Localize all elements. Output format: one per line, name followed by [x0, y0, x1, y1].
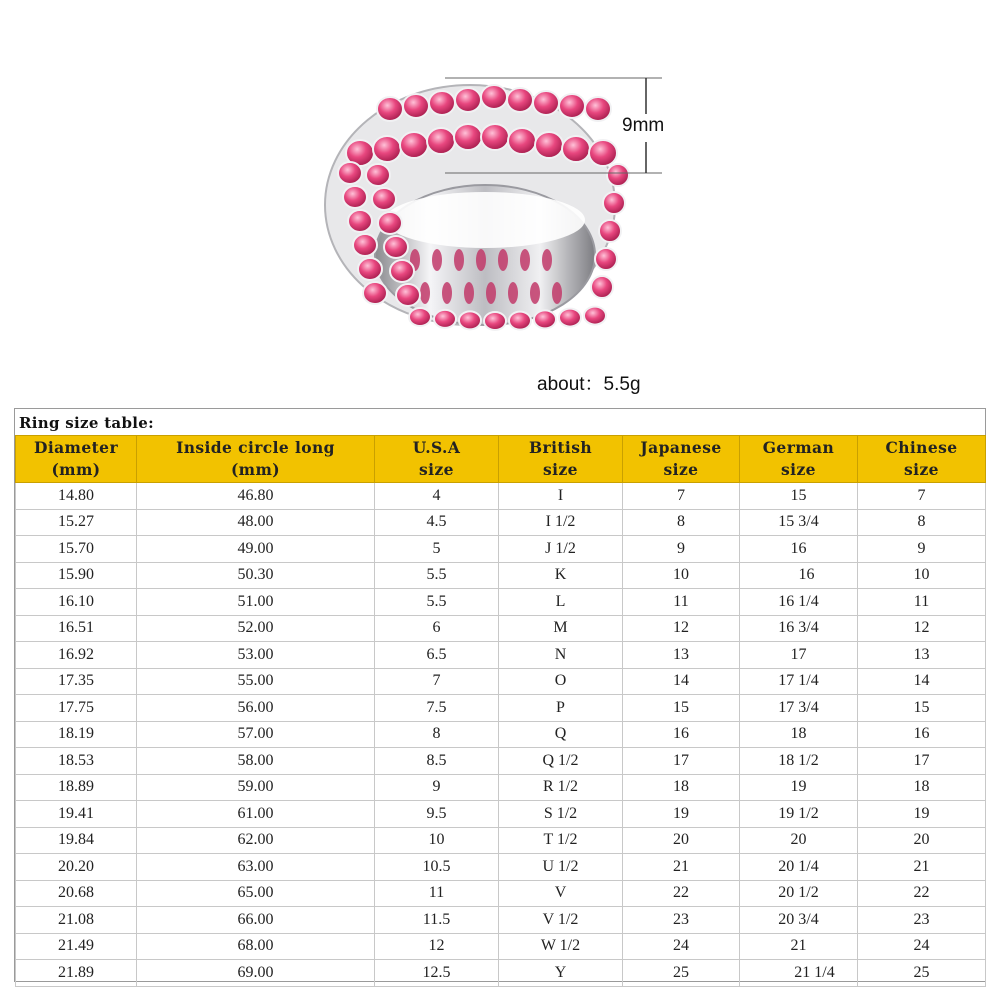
product-section — [0, 0, 1000, 400]
gem-stone — [484, 312, 506, 330]
table-row — [16, 907, 986, 934]
cell-usa-size: 6 — [375, 615, 499, 642]
table-row — [16, 536, 986, 563]
header-line2: size — [904, 460, 939, 479]
cell-japanese-size: 23 — [623, 907, 740, 934]
header-line1: German — [762, 438, 835, 457]
cell-german-size: 17 3/4 — [740, 695, 858, 722]
cell-diameter: 18.89 — [16, 774, 137, 801]
gem-stone — [366, 164, 390, 186]
inner-hole — [454, 249, 464, 271]
gem-stone — [409, 308, 431, 326]
table-header-row — [16, 436, 986, 483]
cell-usa-size: 10.5 — [375, 854, 499, 881]
header-line1: U.S.A — [412, 438, 461, 457]
cell-german-size: 15 — [740, 483, 858, 510]
cell-japanese-size: 12 — [623, 615, 740, 642]
cell-british-size: O — [499, 668, 623, 695]
table-row — [16, 642, 986, 669]
header-line2: size — [543, 460, 578, 479]
inner-hole — [552, 282, 562, 304]
cell-usa-size: 8.5 — [375, 748, 499, 775]
ring-size-table — [14, 408, 986, 982]
weight-label: about：5.5g — [537, 374, 641, 395]
cell-diameter: 14.80 — [16, 483, 137, 510]
cell-inside-circle: 48.00 — [137, 509, 375, 536]
inner-hole — [442, 282, 452, 304]
inner-hole — [542, 249, 552, 271]
cell-chinese-size: 13 — [858, 642, 986, 669]
cell-british-size: M — [499, 615, 623, 642]
cell-diameter: 16.92 — [16, 642, 137, 669]
cell-japanese-size: 20 — [623, 827, 740, 854]
cell-chinese-size: 25 — [858, 960, 986, 987]
gem-stone — [400, 132, 428, 158]
gem-stone — [378, 212, 402, 234]
cell-british-size: S 1/2 — [499, 801, 623, 828]
gem-stone — [363, 282, 387, 304]
cell-usa-size: 9 — [375, 774, 499, 801]
cell-german-size: 16 3/4 — [740, 615, 858, 642]
cell-japanese-size: 11 — [623, 589, 740, 616]
cell-usa-size: 11.5 — [375, 907, 499, 934]
table-row — [16, 562, 986, 589]
cell-german-size: 17 1/4 — [740, 668, 858, 695]
table-caption: Ring size table: — [19, 414, 154, 432]
inner-hole — [530, 282, 540, 304]
cell-usa-size: 9.5 — [375, 801, 499, 828]
cell-german-size: 20 1/4 — [740, 854, 858, 881]
table-row — [16, 748, 986, 775]
cell-british-size: Y — [499, 960, 623, 987]
table-row — [16, 668, 986, 695]
table-row — [16, 721, 986, 748]
cell-german-size: 21 — [740, 933, 858, 960]
cell-chinese-size: 8 — [858, 509, 986, 536]
gem-stone — [403, 94, 429, 118]
cell-japanese-size: 18 — [623, 774, 740, 801]
cell-usa-size: 12 — [375, 933, 499, 960]
gem-stone — [603, 192, 625, 214]
cell-inside-circle: 58.00 — [137, 748, 375, 775]
cell-diameter: 20.68 — [16, 880, 137, 907]
cell-german-size: 20 3/4 — [740, 907, 858, 934]
header-usa-size — [375, 436, 499, 483]
cell-chinese-size: 21 — [858, 854, 986, 881]
header-line2: (mm) — [230, 460, 281, 479]
header-diameter — [16, 436, 137, 483]
cell-chinese-size: 14 — [858, 668, 986, 695]
gem-stone — [343, 186, 367, 208]
cell-japanese-size: 19 — [623, 801, 740, 828]
cell-german-size: 18 1/2 — [740, 748, 858, 775]
header-british-size — [499, 436, 623, 483]
cell-british-size: K — [499, 562, 623, 589]
cell-british-size: V — [499, 880, 623, 907]
gem-stone — [338, 162, 362, 184]
table-row — [16, 695, 986, 722]
thickness-label: 9mm — [622, 115, 665, 136]
cell-usa-size: 4 — [375, 483, 499, 510]
cell-usa-size: 5 — [375, 536, 499, 563]
table-row — [16, 854, 986, 881]
cell-diameter: 21.49 — [16, 933, 137, 960]
cell-chinese-size: 10 — [858, 562, 986, 589]
gem-stone — [358, 258, 382, 280]
cell-japanese-size: 15 — [623, 695, 740, 722]
cell-diameter: 21.08 — [16, 907, 137, 934]
cell-inside-circle: 49.00 — [137, 536, 375, 563]
table-row — [16, 615, 986, 642]
header-line1: Japanese — [640, 438, 722, 457]
cell-german-size: 19 — [740, 774, 858, 801]
cell-chinese-size: 7 — [858, 483, 986, 510]
table-row — [16, 801, 986, 828]
cell-chinese-size: 23 — [858, 907, 986, 934]
header-chinese-size — [858, 436, 986, 483]
cell-chinese-size: 22 — [858, 880, 986, 907]
header-inside-circle — [137, 436, 375, 483]
cell-inside-circle: 55.00 — [137, 668, 375, 695]
cell-japanese-size: 10 — [623, 562, 740, 589]
header-line2: (mm) — [51, 460, 101, 479]
inner-hole — [432, 249, 442, 271]
cell-german-size: 16 — [740, 562, 858, 589]
cell-british-size: N — [499, 642, 623, 669]
cell-inside-circle: 59.00 — [137, 774, 375, 801]
gem-stone — [591, 276, 613, 298]
cell-german-size: 16 1/4 — [740, 589, 858, 616]
cell-british-size: T 1/2 — [499, 827, 623, 854]
gem-stone — [434, 310, 456, 328]
table-row — [16, 774, 986, 801]
cell-inside-circle: 53.00 — [137, 642, 375, 669]
header-line2: size — [663, 460, 699, 479]
inner-hole — [520, 249, 530, 271]
cell-diameter: 15.90 — [16, 562, 137, 589]
cell-diameter: 19.41 — [16, 801, 137, 828]
inner-hole — [498, 249, 508, 271]
cell-japanese-size: 14 — [623, 668, 740, 695]
cell-chinese-size: 12 — [858, 615, 986, 642]
cell-inside-circle: 52.00 — [137, 615, 375, 642]
cell-diameter: 16.51 — [16, 615, 137, 642]
cell-diameter: 16.10 — [16, 589, 137, 616]
cell-diameter: 18.53 — [16, 748, 137, 775]
cell-inside-circle: 46.80 — [137, 483, 375, 510]
header-german-size — [740, 436, 858, 483]
cell-chinese-size: 17 — [858, 748, 986, 775]
cell-german-size: 21 1/4 — [740, 960, 858, 987]
cell-british-size: V 1/2 — [499, 907, 623, 934]
cell-diameter: 15.70 — [16, 536, 137, 563]
cell-usa-size: 6.5 — [375, 642, 499, 669]
cell-japanese-size: 7 — [623, 483, 740, 510]
cell-inside-circle: 61.00 — [137, 801, 375, 828]
cell-chinese-size: 19 — [858, 801, 986, 828]
cell-diameter: 20.20 — [16, 854, 137, 881]
gem-stone — [373, 136, 401, 162]
table-row — [16, 880, 986, 907]
cell-diameter: 15.27 — [16, 509, 137, 536]
cell-inside-circle: 63.00 — [137, 854, 375, 881]
cell-british-size: W 1/2 — [499, 933, 623, 960]
gem-stone — [584, 307, 606, 325]
gem-stone — [509, 312, 531, 330]
gem-stone — [390, 260, 414, 282]
cell-usa-size: 11 — [375, 880, 499, 907]
table-row — [16, 509, 986, 536]
cell-diameter: 19.84 — [16, 827, 137, 854]
cell-inside-circle: 57.00 — [137, 721, 375, 748]
table-row — [16, 960, 986, 987]
gem-stone — [396, 284, 420, 306]
size-table — [15, 435, 986, 987]
gem-stone — [348, 210, 372, 232]
cell-british-size: L — [499, 589, 623, 616]
header-line1: British — [529, 438, 592, 457]
cell-inside-circle: 66.00 — [137, 907, 375, 934]
cell-inside-circle: 69.00 — [137, 960, 375, 987]
table-row — [16, 589, 986, 616]
cell-british-size: J 1/2 — [499, 536, 623, 563]
gem-stone — [372, 188, 396, 210]
cell-german-size: 17 — [740, 642, 858, 669]
header-line2: size — [419, 460, 454, 479]
gem-stone — [599, 220, 621, 242]
cell-inside-circle: 50.30 — [137, 562, 375, 589]
cell-diameter: 17.35 — [16, 668, 137, 695]
cell-usa-size: 4.5 — [375, 509, 499, 536]
table-body — [16, 483, 986, 987]
header-line1: Diameter — [33, 438, 119, 457]
inner-hole — [420, 282, 430, 304]
table-row — [16, 827, 986, 854]
cell-british-size: Q 1/2 — [499, 748, 623, 775]
cell-japanese-size: 17 — [623, 748, 740, 775]
cell-usa-size: 5.5 — [375, 589, 499, 616]
cell-german-size: 20 1/2 — [740, 880, 858, 907]
cell-british-size: I — [499, 483, 623, 510]
header-line1: Inside circle long — [176, 438, 335, 457]
cell-usa-size: 7 — [375, 668, 499, 695]
cell-chinese-size: 11 — [858, 589, 986, 616]
cell-japanese-size: 25 — [623, 960, 740, 987]
cell-japanese-size: 8 — [623, 509, 740, 536]
cell-japanese-size: 13 — [623, 642, 740, 669]
inner-hole — [486, 282, 496, 304]
header-line1: Chinese — [885, 438, 958, 457]
cell-british-size: P — [499, 695, 623, 722]
cell-german-size: 16 — [740, 536, 858, 563]
cell-japanese-size: 21 — [623, 854, 740, 881]
cell-diameter: 18.19 — [16, 721, 137, 748]
header-japanese-size — [623, 436, 740, 483]
cell-british-size: I 1/2 — [499, 509, 623, 536]
inner-hole — [508, 282, 518, 304]
cell-german-size: 15 3/4 — [740, 509, 858, 536]
gem-stone — [559, 309, 581, 327]
cell-japanese-size: 16 — [623, 721, 740, 748]
cell-usa-size: 7.5 — [375, 695, 499, 722]
cell-inside-circle: 56.00 — [137, 695, 375, 722]
gem-stone — [377, 97, 403, 121]
cell-japanese-size: 9 — [623, 536, 740, 563]
cell-german-size: 19 1/2 — [740, 801, 858, 828]
cell-german-size: 20 — [740, 827, 858, 854]
cell-diameter: 21.89 — [16, 960, 137, 987]
cell-inside-circle: 51.00 — [137, 589, 375, 616]
cell-british-size: U 1/2 — [499, 854, 623, 881]
cell-japanese-size: 22 — [623, 880, 740, 907]
cell-inside-circle: 62.00 — [137, 827, 375, 854]
cell-chinese-size: 16 — [858, 721, 986, 748]
cell-chinese-size: 24 — [858, 933, 986, 960]
cell-usa-size: 12.5 — [375, 960, 499, 987]
inner-hole — [476, 249, 486, 271]
cell-usa-size: 8 — [375, 721, 499, 748]
cell-british-size: Q — [499, 721, 623, 748]
cell-chinese-size: 18 — [858, 774, 986, 801]
cell-chinese-size: 15 — [858, 695, 986, 722]
cell-usa-size: 5.5 — [375, 562, 499, 589]
cell-chinese-size: 9 — [858, 536, 986, 563]
gem-stone — [595, 248, 617, 270]
cell-inside-circle: 65.00 — [137, 880, 375, 907]
cell-british-size: R 1/2 — [499, 774, 623, 801]
cell-diameter: 17.75 — [16, 695, 137, 722]
cell-japanese-size: 24 — [623, 933, 740, 960]
cell-german-size: 18 — [740, 721, 858, 748]
gem-stone — [384, 236, 408, 258]
gem-stone — [459, 311, 481, 329]
table-row — [16, 933, 986, 960]
cell-inside-circle: 68.00 — [137, 933, 375, 960]
cell-chinese-size: 20 — [858, 827, 986, 854]
inner-hole — [464, 282, 474, 304]
gem-stone — [353, 234, 377, 256]
gem-stone — [534, 310, 556, 328]
header-line2: size — [781, 460, 816, 479]
table-row — [16, 483, 986, 510]
cell-usa-size: 10 — [375, 827, 499, 854]
